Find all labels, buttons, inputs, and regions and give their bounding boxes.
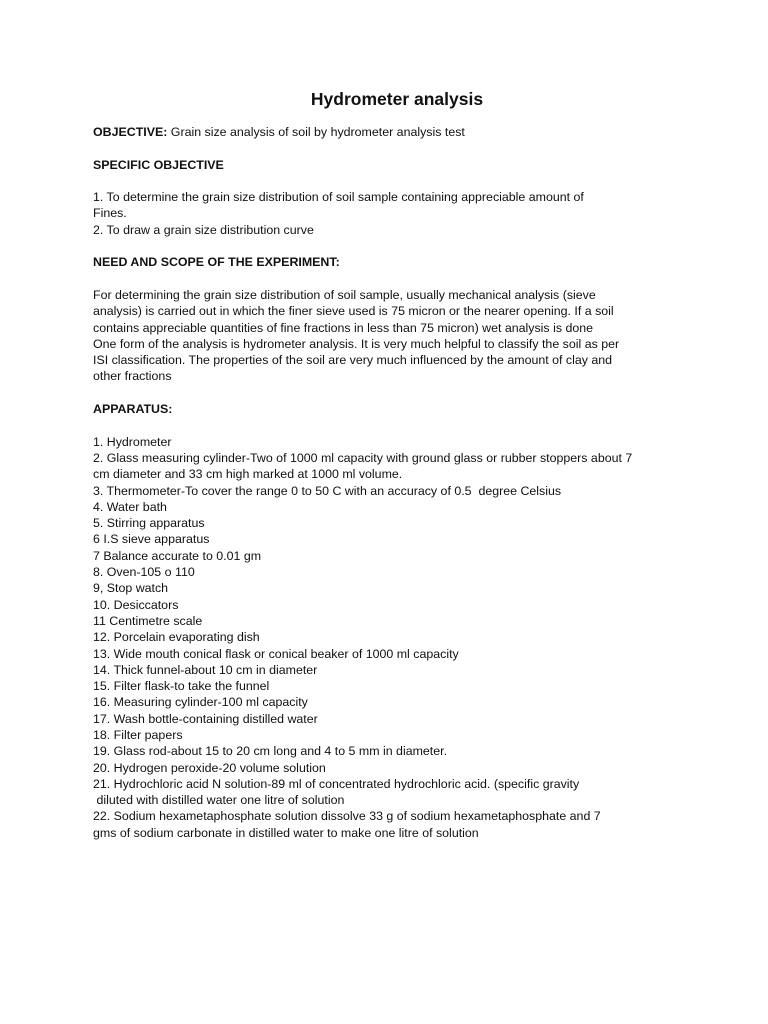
need-scope-heading: NEED AND SCOPE OF THE EXPERIMENT: <box>93 255 340 270</box>
apparatus-item: 4. Water bath <box>93 499 167 514</box>
apparatus-item: gms of sodium carbonate in distilled water to make one litre of solution <box>93 825 479 840</box>
apparatus-item: 17. Wash bottle-containing distilled water <box>93 711 318 726</box>
apparatus-item: 2. Glass measuring cylinder-Two of 1000 ml capacity with ground glass or rubber stoppers about 7 <box>93 450 633 465</box>
apparatus-item: 18. Filter papers <box>93 727 183 742</box>
need-scope-line: One form of the analysis is hydrometer analysis. It is very much helpful to classify the soil as per <box>93 336 620 351</box>
apparatus-item: 15. Filter flask-to take the funnel <box>93 679 270 694</box>
apparatus-item: 3. Thermometer-To cover the range 0 to 50 C with an accuracy of 0.5 degree Celsius <box>93 483 562 498</box>
apparatus-item: 6 I.S sieve apparatus <box>93 532 210 547</box>
specific-objective-line: Fines. <box>93 206 127 221</box>
need-scope-line: contains appreciable quantities of fine fractions in less than 75 micron) wet analysis is done <box>93 320 594 335</box>
apparatus-item: 22. Sodium hexametaphosphate solution dissolve 33 g of sodium hexametaphosphate and 7 <box>93 809 601 824</box>
apparatus-item: 16. Measuring cylinder-100 ml capacity <box>93 695 308 710</box>
need-scope-line: For determining the grain size distribution of soil sample, usually mechanical analysis (sieve <box>93 287 596 302</box>
document-title: Hydrometer analysis <box>310 89 484 109</box>
specific-objective-line: 1. To determine the grain size distribution of soil sample containing appreciable amount of <box>93 190 584 205</box>
spacer <box>93 271 693 287</box>
apparatus-item: 14. Thick funnel-about 10 cm in diameter <box>93 662 318 677</box>
apparatus-item: 8. Oven-105 o 110 <box>93 565 195 580</box>
need-scope-line: ISI classification. The properties of the soil are very much influenced by the amount of clay and <box>93 353 613 368</box>
apparatus-item: 9, Stop watch <box>93 581 169 596</box>
spacer <box>93 238 693 254</box>
specific-objective-heading: SPECIFIC OBJECTIVE <box>93 157 224 172</box>
apparatus-item: 5. Stirring apparatus <box>93 516 205 531</box>
specific-objective-line: 2. To draw a grain size distribution curve <box>93 222 314 237</box>
apparatus-item: diluted with distilled water one litre of solution <box>93 793 345 808</box>
apparatus-item: 11 Centimetre scale <box>93 613 203 628</box>
apparatus-item: 19. Glass rod-about 15 to 20 cm long and 4 to 5 mm in diameter. <box>93 744 448 759</box>
need-scope-line: other fractions <box>93 369 172 384</box>
apparatus-item: 12. Porcelain evaporating dish <box>93 630 260 645</box>
apparatus-item: 10. Desiccators <box>93 597 179 612</box>
apparatus-item: 21. Hydrochloric acid N solution-89 ml of concentrated hydrochloric acid. (specific gravity <box>93 776 580 791</box>
apparatus-item: 20. Hydrogen peroxide-20 volume solution <box>93 760 326 775</box>
apparatus-item: 13. Wide mouth conical flask or conical beaker of 1000 ml capacity <box>93 646 459 661</box>
apparatus-item: 1. Hydrometer <box>93 434 172 449</box>
need-scope-line: analysis) is carried out in which the finer sieve used is 75 micron or the nearer opening. If a soil <box>93 304 614 319</box>
spacer <box>93 417 693 433</box>
spacer <box>93 140 693 156</box>
objective-text: Grain size analysis of soil by hydrometer analysis test <box>167 125 465 139</box>
apparatus-item: cm diameter and 33 cm high marked at 1000 ml volume. <box>93 467 403 482</box>
apparatus-heading: APPARATUS: <box>93 402 173 417</box>
document-page <box>93 88 693 841</box>
objective-label: OBJECTIVE: <box>93 125 168 139</box>
objective-line <box>93 124 693 140</box>
apparatus-item: 7 Balance accurate to 0.01 gm <box>93 548 262 563</box>
spacer <box>93 385 693 401</box>
spacer <box>93 173 693 189</box>
